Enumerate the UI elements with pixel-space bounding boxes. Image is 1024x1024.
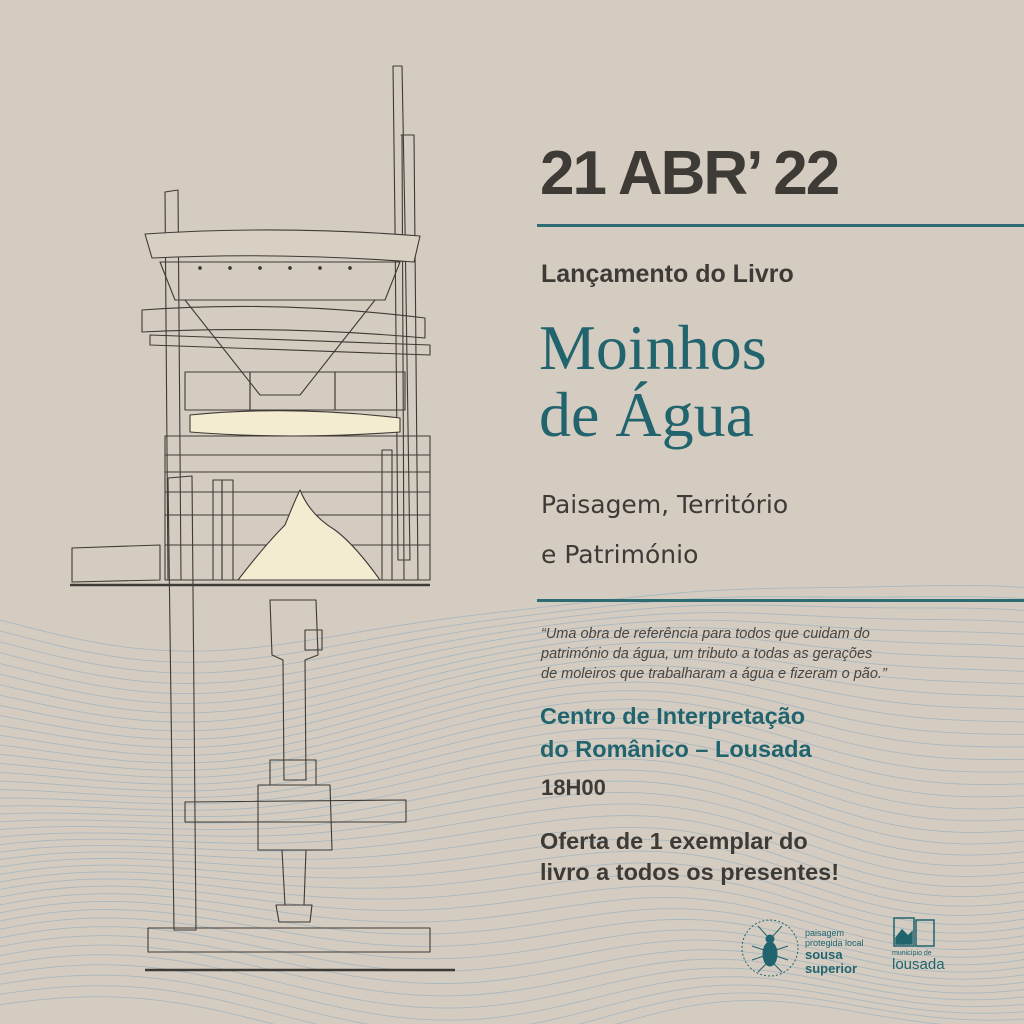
venue xyxy=(540,700,812,766)
offer-line2: livro a todos os presentes! xyxy=(540,859,840,885)
book-subtitle-line1: Paisagem, Território xyxy=(541,490,789,519)
event-time: 18H00 xyxy=(541,775,606,800)
book-title-line1: Moinhos xyxy=(539,312,767,383)
offer-line1: Oferta de 1 exemplar do xyxy=(540,828,808,854)
book-subtitle xyxy=(541,480,788,580)
lousada-small: município de xyxy=(892,950,932,957)
lousada-big: lousada xyxy=(892,956,945,973)
sousa-small1: paisagem xyxy=(805,928,845,938)
lousada-logo xyxy=(892,950,945,973)
sousa-small2: protegida local xyxy=(805,938,864,948)
book-title xyxy=(539,314,767,448)
book-subtitle-line2: e Património xyxy=(541,540,699,569)
top-divider xyxy=(537,224,1024,227)
middle-divider xyxy=(537,599,1024,602)
quote-line1: “Uma obra de referência para todos que cuidam do xyxy=(541,626,870,642)
book-quote xyxy=(541,624,941,684)
event-date: 21 ABR’ 22 xyxy=(540,139,839,208)
venue-line1: Centro de Interpretação xyxy=(540,703,806,729)
sousa-big2: superior xyxy=(805,961,858,976)
book-title-line2: de Água xyxy=(539,379,755,450)
sousa-superior-logo xyxy=(805,928,864,976)
quote-line2: património da água, um tributo a todas as gerações xyxy=(541,646,873,662)
offer-text xyxy=(540,826,839,888)
sousa-big1: sousa xyxy=(805,947,843,962)
quote-line3: de moleiros que trabalharam a água e fizeram o pão.” xyxy=(541,666,887,682)
venue-line2: do Românico – Lousada xyxy=(540,736,812,762)
launch-label: Lançamento do Livro xyxy=(541,260,794,288)
